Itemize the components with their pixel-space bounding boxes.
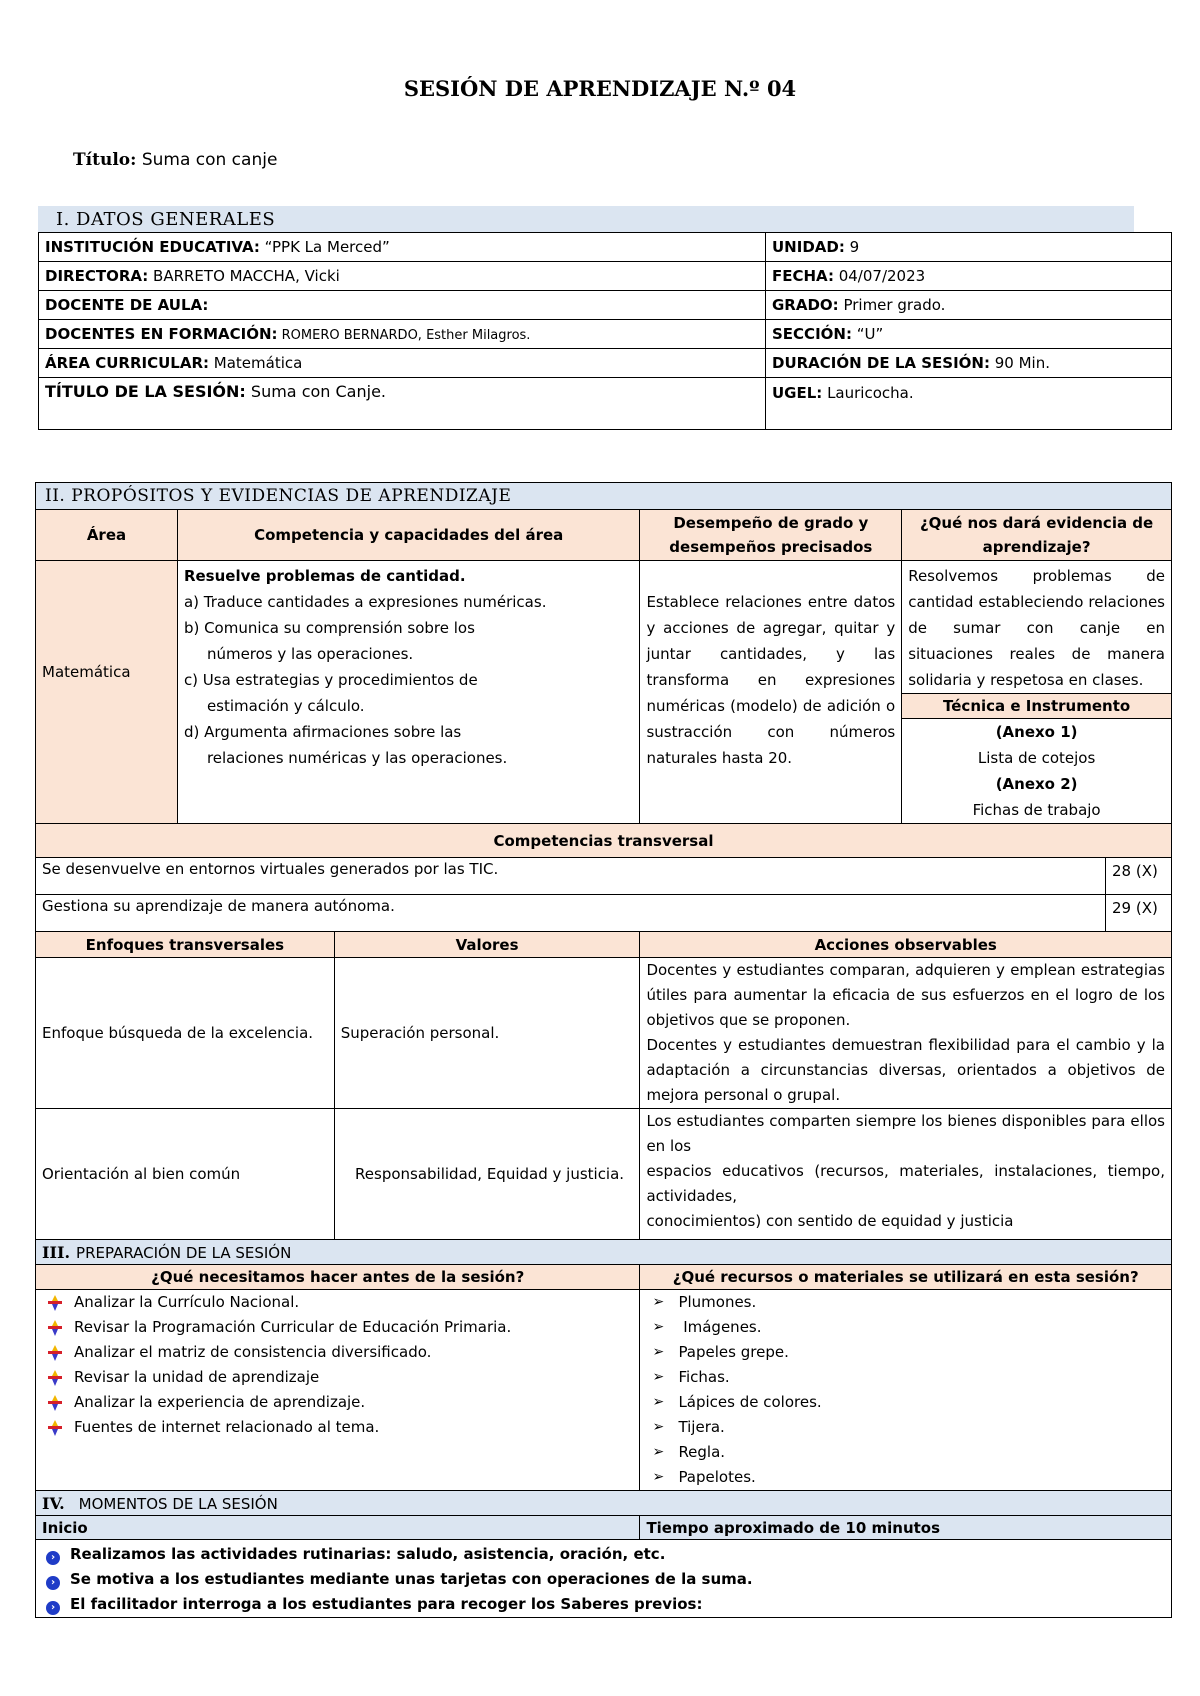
general-cell-left: DIRECTORA: BARRETO MACCHA, Vicki — [39, 262, 766, 291]
chevron-right-icon: › — [46, 1601, 60, 1615]
capacidad-cont: números y las operaciones. — [206, 645, 414, 663]
list-item: Fuentes de internet relacionado al tema. — [36, 1415, 639, 1440]
list-item: › El facilitador interroga a los estudiantes para recoger los Saberes previos: — [36, 1592, 1171, 1617]
purposes-table — [35, 482, 1172, 1618]
area-cell: Matemática — [36, 561, 178, 824]
valor-cell: Responsabilidad, Equidad y justicia. — [334, 1109, 640, 1240]
transversal-code: 29 (X) — [1105, 895, 1171, 932]
anexo1: (Anexo 1) — [995, 723, 1078, 741]
general-cell-right: DURACIÓN DE LA SESIÓN: 90 Min. — [766, 349, 1172, 378]
pin-marker-icon — [48, 1420, 62, 1436]
tecnica-header: Técnica e Instrumento — [902, 694, 1172, 719]
col-acciones: Acciones observables — [640, 932, 1172, 958]
recursos-list — [640, 1290, 1171, 1490]
pin-marker-icon — [48, 1320, 62, 1336]
arrow-right-icon: ➢ — [652, 1319, 665, 1335]
valor-cell: Superación personal. — [334, 958, 640, 1109]
transversal-code: 28 (X) — [1105, 858, 1171, 895]
chevron-right-icon: › — [46, 1576, 60, 1590]
accion: Los estudiantes comparten siempre los bienes disponibles para ellos en los — [646, 1112, 1165, 1155]
general-cell-right: UNIDAD: 9 — [766, 233, 1172, 262]
col-evidencia: ¿Qué nos dará evidencia de aprendizaje? — [902, 510, 1172, 561]
enfoque-cell: Orientación al bien común — [36, 1109, 335, 1240]
general-cell-left: INSTITUCIÓN EDUCATIVA: “PPK La Merced” — [39, 233, 766, 262]
general-data-table — [38, 232, 1172, 430]
anexo2: (Anexo 2) — [995, 775, 1078, 793]
general-row — [39, 378, 1172, 430]
list-item: ➢ Fichas. — [640, 1365, 1171, 1390]
capacidad-cont: estimación y cálculo. — [206, 697, 365, 715]
section2-heading: II. PROPÓSITOS Y EVIDENCIAS DE APRENDIZAJE — [36, 483, 1172, 510]
instrumento2: Fichas de trabajo — [972, 801, 1101, 819]
general-cell-left: ÁREA CURRICULAR: Matemática — [39, 349, 766, 378]
inicio-items — [36, 1540, 1172, 1618]
col-recursos: ¿Qué recursos o materiales se utilizará en esta sesión? — [640, 1265, 1172, 1290]
capacidad: b) Comunica su comprensión sobre los — [183, 619, 475, 637]
col-enfoques: Enfoques transversales — [36, 932, 335, 958]
title-label: Título: — [73, 150, 137, 170]
pin-marker-icon — [48, 1370, 62, 1386]
general-row — [39, 291, 1172, 320]
section1-heading: I. DATOS GENERALES — [38, 206, 1134, 232]
general-cell-left: TÍTULO DE LA SESIÓN: Suma con Canje. — [39, 378, 766, 430]
arrow-right-icon: ➢ — [652, 1469, 665, 1485]
section3-heading: III. PREPARACIÓN DE LA SESIÓN — [36, 1240, 1172, 1265]
pin-marker-icon — [48, 1345, 62, 1361]
list-item: Analizar el matriz de consistencia diversificado. — [36, 1340, 639, 1365]
capacidad-cont: relaciones numéricas y las operaciones. — [206, 749, 508, 767]
col-competencia: Competencia y capacidades del área — [177, 510, 640, 561]
list-item: ➢ Imágenes. — [640, 1315, 1171, 1340]
recursos-cell — [640, 1290, 1172, 1491]
capacidad: c) Usa estrategias y procedimientos de — [183, 671, 478, 689]
tiempo-label: Tiempo aproximado de 10 minutos — [640, 1516, 1172, 1540]
evidencia-cell: Resolvemos problemas de cantidad estableciendo relaciones de sumar con canje en situaciones reales de manera solidaria y respetosa en clases. — [902, 561, 1172, 694]
general-cell-right: SECCIÓN: “U” — [766, 320, 1172, 349]
pin-marker-icon — [48, 1295, 62, 1311]
list-item: ➢ Plumones. — [640, 1290, 1171, 1315]
title-line — [73, 150, 277, 170]
general-row — [39, 320, 1172, 349]
accion: Docentes y estudiantes demuestran flexibilidad para el cambio y la adaptación a circunstancias diversas, orientados a objetivos de mejora personal o grupal. — [646, 1036, 1165, 1104]
list-item: Analizar la experiencia de aprendizaje. — [36, 1390, 639, 1415]
general-cell-right: GRADO: Primer grado. — [766, 291, 1172, 320]
antes-cell — [36, 1290, 640, 1491]
transversal-header: Competencias transversal — [36, 824, 1172, 858]
acciones-cell — [640, 1109, 1172, 1240]
accion: espacios educativos (recursos, materiales, instalaciones, tiempo, actividades, — [646, 1162, 1165, 1205]
arrow-right-icon: ➢ — [652, 1344, 665, 1360]
desempeno-cell: Establece relaciones entre datos y acciones de agregar, quitar y juntar cantidades, y las transforma en expresiones numéricas (modelo) de adición o sustracción con números naturales hasta 20. — [640, 561, 902, 824]
general-cell-right: UGEL: Lauricocha. — [766, 378, 1172, 430]
list-item: Revisar la unidad de aprendizaje — [36, 1365, 639, 1390]
arrow-right-icon: ➢ — [652, 1394, 665, 1410]
tecnica-cell — [902, 719, 1172, 824]
instrumento1: Lista de cotejos — [977, 749, 1096, 767]
list-item: Analizar la Currículo Nacional. — [36, 1290, 639, 1315]
list-item: Revisar la Programación Curricular de Educación Primaria. — [36, 1315, 639, 1340]
general-cell-right: FECHA: 04/07/2023 — [766, 262, 1172, 291]
acciones-cell — [640, 958, 1172, 1109]
list-item: › Realizamos las actividades rutinarias: saludo, asistencia, oración, etc. — [36, 1542, 1171, 1567]
list-item: ➢ Papeles grepe. — [640, 1340, 1171, 1365]
transversal-text: Se desenvuelve en entornos virtuales generados por las TIC. — [36, 858, 1106, 895]
competencia-title: Resuelve problemas de cantidad. — [183, 567, 466, 585]
general-row — [39, 262, 1172, 291]
list-item: ➢ Lápices de colores. — [640, 1390, 1171, 1415]
accion: conocimientos) con sentido de equidad y justicia — [646, 1212, 1014, 1230]
pin-marker-icon — [48, 1395, 62, 1411]
list-item: ➢ Papelotes. — [640, 1465, 1171, 1490]
document-title: SESIÓN DE APRENDIZAJE N.º 04 — [403, 76, 797, 101]
list-item: ➢ Regla. — [640, 1440, 1171, 1465]
arrow-right-icon: ➢ — [652, 1419, 665, 1435]
capacidad: d) Argumenta afirmaciones sobre las — [183, 723, 462, 741]
title-value: Suma con canje — [141, 150, 278, 170]
col-valores: Valores — [334, 932, 640, 958]
arrow-right-icon: ➢ — [652, 1294, 665, 1310]
arrow-right-icon: ➢ — [652, 1369, 665, 1385]
general-row — [39, 233, 1172, 262]
general-cell-left: DOCENTES EN FORMACIÓN: ROMERO BERNARDO, Esther Milagros. — [39, 320, 766, 349]
section4-heading: IV. MOMENTOS DE LA SESIÓN — [36, 1491, 1172, 1516]
competencia-cell — [177, 561, 640, 824]
list-item: ➢ Tijera. — [640, 1415, 1171, 1440]
col-desempeno: Desempeño de grado y desempeños precisados — [640, 510, 902, 561]
capacidad: a) Traduce cantidades a expresiones numéricas. — [183, 593, 547, 611]
general-cell-left: DOCENTE DE AULA: — [39, 291, 766, 320]
chevron-right-icon: › — [46, 1551, 60, 1565]
general-row — [39, 349, 1172, 378]
list-item: › Se motiva a los estudiantes mediante unas tarjetas con operaciones de la suma. — [36, 1567, 1171, 1592]
transversal-text: Gestiona su aprendizaje de manera autónoma. — [36, 895, 1106, 932]
antes-list — [36, 1290, 639, 1440]
accion: Docentes y estudiantes comparan, adquieren y emplean estrategias útiles para aumentar la eficacia de sus esfuerzos en el logro de los objetivos que se proponen. — [646, 961, 1165, 1029]
enfoque-cell: Enfoque búsqueda de la excelencia. — [36, 958, 335, 1109]
arrow-right-icon: ➢ — [652, 1444, 665, 1460]
col-area: Área — [36, 510, 178, 561]
inicio-label: Inicio — [36, 1516, 640, 1540]
col-antes: ¿Qué necesitamos hacer antes de la sesión? — [36, 1265, 640, 1290]
